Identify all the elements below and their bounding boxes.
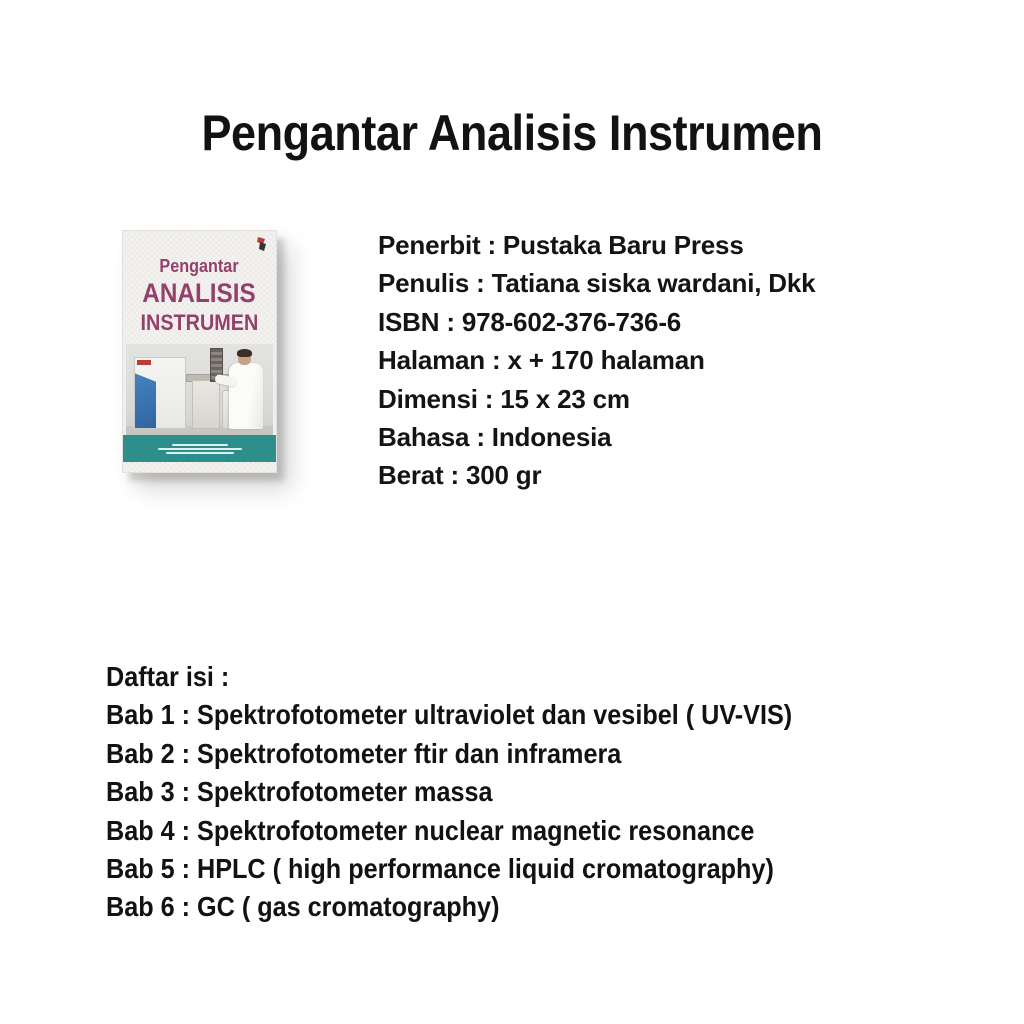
toc-item: Bab 3 : Spektrofotometer massa [106, 776, 493, 808]
scientist-figure [223, 350, 267, 429]
cover-title-line2: INSTRUMEN [140, 310, 259, 335]
cover-title-line1: ANALISIS [142, 278, 257, 308]
detail-line-penerbit: Penerbit : Pustaka Baru Press [378, 230, 744, 260]
toc-item: Bab 1 : Spektrofotometer ultraviolet dan vesibel ( UV-VIS) [106, 699, 793, 731]
toc-item: Bab 6 : GC ( gas cromatography) [106, 891, 500, 923]
toc-item: Bab 2 : Spektrofotometer ftir dan inframera [106, 737, 622, 769]
publisher-pegasus-logo-icon [256, 237, 267, 252]
instrument-tower [192, 380, 220, 429]
page-title [0, 104, 1024, 162]
detail-line-berat: Berat : 300 gr [378, 460, 542, 491]
book-cover-image [122, 230, 277, 473]
toc-heading: Daftar isi : [106, 661, 230, 692]
author-name-line [158, 448, 242, 450]
author-name-line [172, 444, 228, 446]
cover-author-band [123, 435, 276, 462]
mass-spectrometer-cabinet [134, 357, 186, 429]
page-title-text: Pengantar Analisis Instrumen [201, 105, 823, 161]
toc-item: Bab 4 : Spektrofotometer nuclear magnetic resonance [106, 814, 755, 846]
table-of-contents [106, 658, 868, 927]
detail-line-isbn: ISBN : 978-602-376-736-6 [378, 306, 682, 337]
cover-lab-photo [126, 344, 273, 435]
cover-pretitle: Pengantar [159, 256, 240, 276]
detail-line-penulis: Penulis : Tatiana siska wardani, Dkk [378, 268, 816, 299]
cabinet-red-label [137, 360, 151, 365]
scientist-hair [237, 349, 252, 357]
cabinet-blue-panel [135, 358, 185, 428]
toc-item: Bab 5 : HPLC ( high performance liquid cromatography) [106, 853, 774, 885]
author-name-line [166, 452, 234, 454]
book-details [378, 226, 815, 495]
detail-line-dimensi: Dimensi : 15 x 23 cm [378, 383, 630, 414]
scientist-lab-coat [229, 363, 263, 429]
detail-line-halaman: Halaman : x + 170 halaman [378, 345, 705, 376]
detail-line-bahasa: Bahasa : Indonesia [378, 422, 612, 453]
